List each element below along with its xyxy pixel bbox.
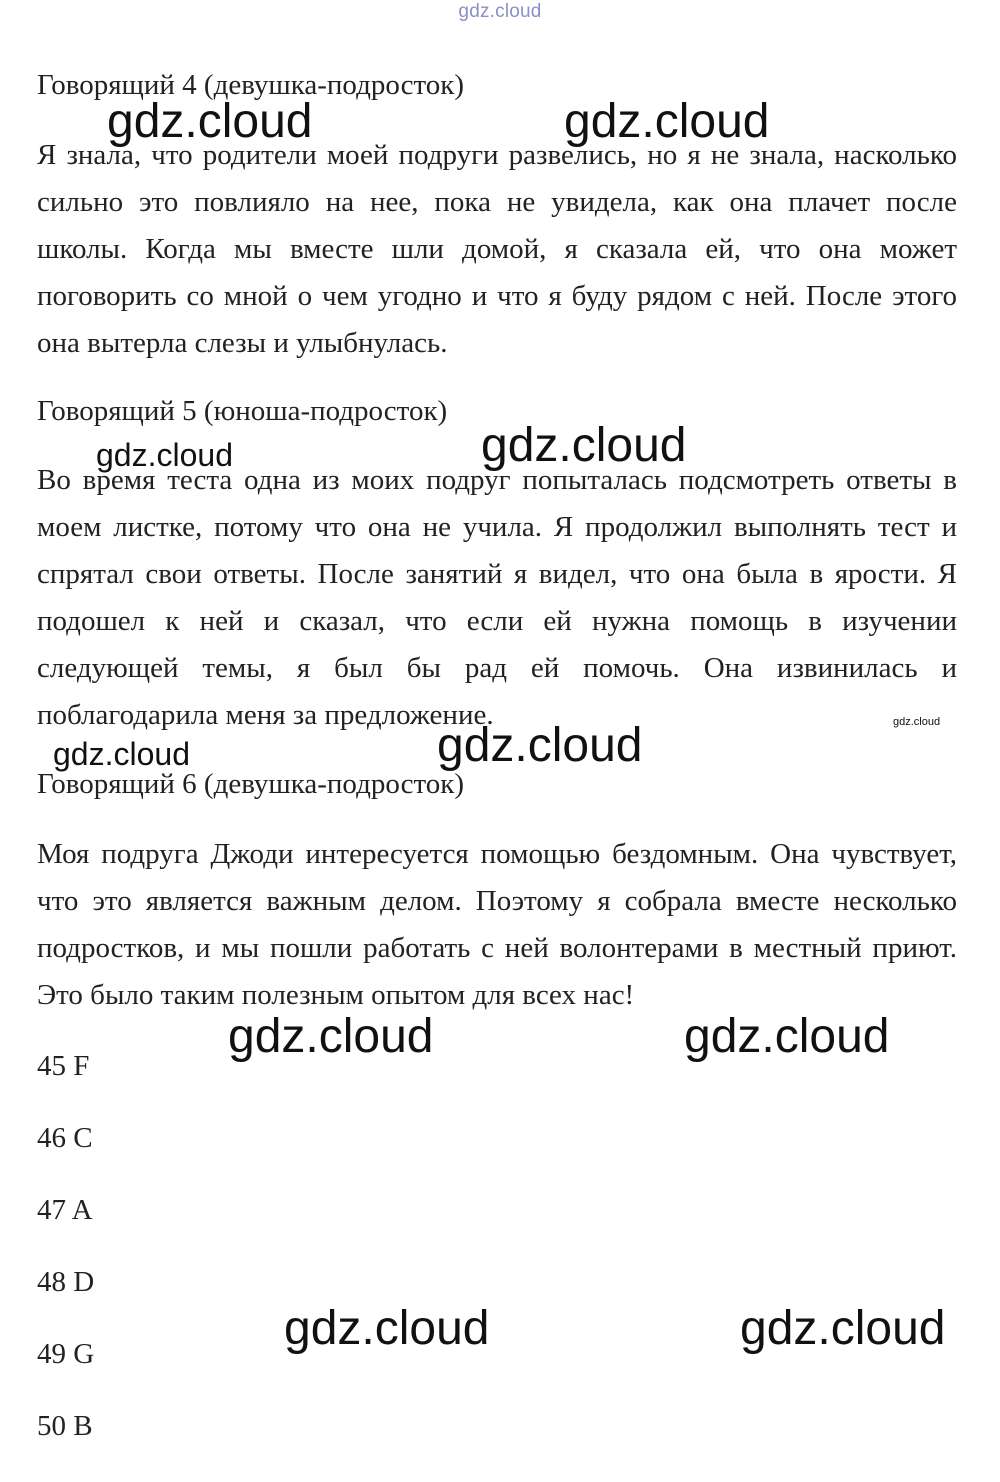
answer-47: 47 A [37, 1194, 93, 1226]
watermark: gdz.cloud [564, 95, 770, 148]
header-watermark: gdz.cloud [458, 1, 542, 22]
watermark: gdz.cloud [96, 437, 233, 473]
watermark: gdz.cloud [684, 1010, 890, 1063]
watermark: gdz.cloud [893, 716, 941, 728]
speaker-5-text: Во время теста одна из моих подруг попыталась подсмотреть ответы в моем листке, потому что она не учила. Я продолжил выполнять тест и спрятал свои ответы. После занятий я видел, что она была в ярости. Я подошел к ней и сказал, что если ей нужна помощь в изучении следующей темы, я был бы рад ей помочь. Она извинилась и поблагодарила меня за предложение. [37, 464, 957, 731]
answer-49: 49 G [37, 1338, 95, 1370]
watermark: gdz.cloud [53, 736, 190, 772]
speaker-6-text: Моя подруга Джоди интересуется помощью бездомным. Она чувствует, что это является важным делом. Поэтому я собрала вместе несколько подростков, и мы пошли работать с ней волонтерами в местный приют. Это было таким полезным опытом для всех нас! [37, 838, 957, 1011]
answer-48: 48 D [37, 1266, 95, 1298]
watermark: gdz.cloud [228, 1010, 434, 1063]
answer-50: 50 B [37, 1410, 93, 1442]
watermark: gdz.cloud [740, 1302, 946, 1355]
watermark: gdz.cloud [481, 419, 687, 472]
watermark: gdz.cloud [107, 95, 313, 148]
watermark: gdz.cloud [284, 1302, 490, 1355]
answer-46: 46 C [37, 1122, 93, 1154]
speaker-4-heading: Говорящий 4 (девушка-подросток) [37, 69, 464, 101]
speaker-6-heading: Говорящий 6 (девушка-подросток) [37, 768, 464, 800]
watermark: gdz.cloud [437, 719, 643, 772]
speaker-5-heading: Говорящий 5 (юноша-подросток) [37, 395, 448, 427]
speaker-4-text: Я знала, что родители моей подруги развелись, но я не знала, насколько сильно это повлияло на нее, пока не увидела, как она плачет после школы. Когда мы вместе шли домой, я сказала ей, что она может поговорить со мной о чем угодно и что я буду рядом с ней. После этого она вытерла слезы и улыбнулась. [37, 139, 957, 359]
answer-45: 45 F [37, 1050, 90, 1082]
